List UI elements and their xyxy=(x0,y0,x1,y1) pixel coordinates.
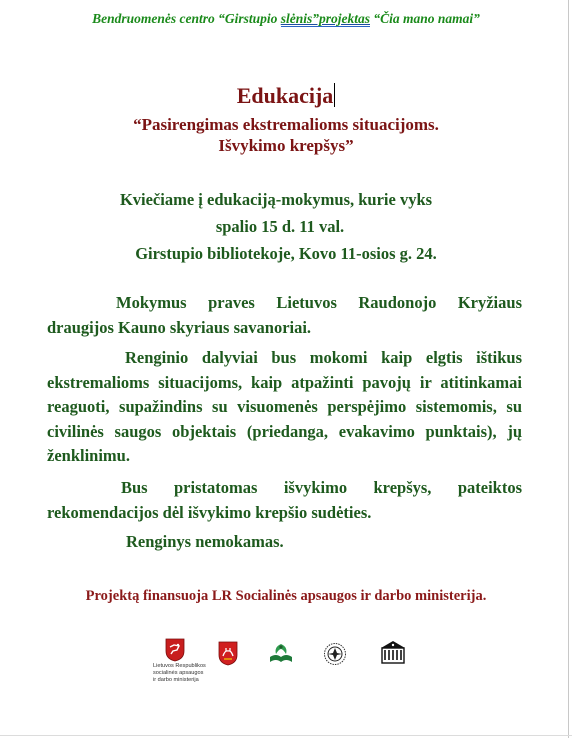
civil-protection-emblem-icon xyxy=(323,642,347,666)
paragraph-trainers: Mokymus praves Lietuvos Raudonojo Kryžiaus draugijos Kauno skyriaus savanoriai. xyxy=(47,293,522,337)
paragraph-bag-presentation: Bus pristatomas išvykimo krepšys, pateiktos rekomendacijos dėl išvykimo krepšio sudėties. xyxy=(47,478,522,522)
invitation-line-1: Kviečiame į edukaciją-mokymus, kurie vyks xyxy=(119,190,433,209)
invitation-block xyxy=(0,186,572,267)
text-cursor xyxy=(334,83,335,107)
paragraph-training-content: Renginio dalyviai bus mokomi kaip elgtis ištikus ekstremalioms situacijoms, kaip atpažinti pavojų ir atitinkamai reaguoti, supažindins su visuomenės perspėjimo sistemomis, su civilinės saugos objektais (priedanga, evakavimo punktais), jų ženklinimu. xyxy=(47,348,522,465)
funding-note: Projektą finansuoja LR Socialinės apsaugos ir darbo ministerija. xyxy=(85,588,487,604)
lithuania-coat-of-arms-icon xyxy=(165,638,185,662)
title-text: Edukacija xyxy=(236,83,334,108)
project-header xyxy=(0,11,572,27)
ministry-caption-line-3: ir darbo ministerija xyxy=(153,677,199,683)
event-subtitle xyxy=(0,114,572,156)
header-text-start: Bendruomenės centro “Girstupio xyxy=(92,11,281,26)
header-text-end: “Čia mano namai” xyxy=(370,11,480,26)
subtitle-line-1: “Pasirengimas ekstremalioms situacijoms. xyxy=(133,115,439,134)
page-edge-bottom xyxy=(0,735,572,736)
paragraph-free-event: Renginys nemokamas. xyxy=(126,532,284,551)
ministry-caption-line-1: Lietuvos Respublikos xyxy=(153,663,206,669)
page-edge-right xyxy=(568,0,569,738)
invitation-date: spalio 15 d. 11 val. xyxy=(215,217,345,236)
header-underlined-text[interactable]: slėnis”projektas xyxy=(280,11,370,26)
ministry-caption-line-2: socialinės apsaugos xyxy=(153,670,204,676)
library-logo-icon xyxy=(380,639,406,665)
community-book-logo-icon xyxy=(268,641,294,665)
kaunas-coat-of-arms-icon xyxy=(218,641,238,666)
ministry-caption xyxy=(153,663,213,684)
invitation-location: Girstupio bibliotekoje, Kovo 11-osios g. 24. xyxy=(135,244,437,263)
subtitle-line-2: Išvykimo krepšys” xyxy=(218,136,354,155)
page-title xyxy=(0,83,572,109)
